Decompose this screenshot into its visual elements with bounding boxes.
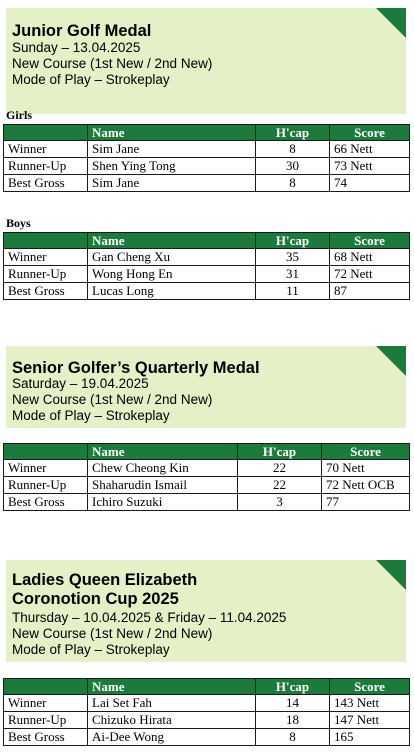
- table-header-row: [4, 233, 410, 249]
- place-cell: Winner: [4, 141, 88, 158]
- senior-banner: [6, 346, 406, 428]
- name-cell: Wong Hong En: [88, 266, 256, 283]
- senior-title: Senior Golfer’s Quarterly Medal: [12, 359, 260, 377]
- hcap-cell: 30: [256, 158, 330, 175]
- table-header-row: [4, 125, 410, 141]
- table-row: [4, 283, 410, 300]
- place-header: [4, 444, 88, 460]
- corner-flag-icon: [376, 560, 406, 590]
- ladies-course: New Course (1st New / 2nd New): [12, 626, 213, 641]
- score-cell: 147 Nett: [330, 712, 410, 729]
- place-cell: Runner-Up: [4, 477, 88, 494]
- corner-flag-icon: [376, 8, 406, 38]
- place-header: [4, 125, 88, 141]
- ladies-date: Thursday – 10.04.2025 & Friday – 11.04.2025: [12, 610, 287, 625]
- table-row: [4, 695, 410, 712]
- place-cell: Runner-Up: [4, 712, 88, 729]
- ladies-title-line2: Coronotion Cup 2025: [12, 590, 179, 608]
- name-cell: Ai-Dee Wong: [88, 729, 256, 746]
- boys-label: Boys: [6, 216, 31, 230]
- hcap-header: H'cap: [256, 125, 330, 141]
- score-cell: 72 Nett: [330, 266, 410, 283]
- score-header: Score: [330, 125, 410, 141]
- name-cell: Gan Cheng Xu: [88, 249, 256, 266]
- hcap-header: H'cap: [256, 233, 330, 249]
- place-cell: Best Gross: [4, 729, 88, 746]
- table-row: [4, 249, 410, 266]
- hcap-header: H'cap: [256, 679, 330, 695]
- table-row: [4, 266, 410, 283]
- place-cell: Best Gross: [4, 283, 88, 300]
- name-header: Name: [88, 679, 256, 695]
- ladies-results-table: [3, 678, 410, 746]
- name-cell: Chizuko Hirata: [88, 712, 256, 729]
- score-header: Score: [330, 679, 410, 695]
- score-cell: 66 Nett: [330, 141, 410, 158]
- name-cell: Sim Jane: [88, 141, 256, 158]
- place-cell: Winner: [4, 460, 88, 477]
- name-cell: Lai Set Fah: [88, 695, 256, 712]
- senior-course: New Course (1st New / 2nd New): [12, 392, 213, 407]
- hcap-cell: 14: [256, 695, 330, 712]
- table-row: [4, 460, 410, 477]
- hcap-cell: 8: [256, 729, 330, 746]
- score-header: Score: [322, 444, 410, 460]
- hcap-cell: 35: [256, 249, 330, 266]
- table-header-row: [4, 444, 410, 460]
- name-cell: Lucas Long: [88, 283, 256, 300]
- table-row: [4, 175, 410, 192]
- score-cell: 165: [330, 729, 410, 746]
- hcap-cell: 11: [256, 283, 330, 300]
- hcap-cell: 8: [256, 175, 330, 192]
- table-row: [4, 729, 410, 746]
- name-header: Name: [88, 444, 238, 460]
- table-row: [4, 477, 410, 494]
- hcap-cell: 22: [238, 460, 322, 477]
- score-cell: 74: [330, 175, 410, 192]
- junior-date: Sunday – 13.04.2025: [12, 40, 141, 55]
- junior-mode: Mode of Play – Strokeplay: [12, 72, 170, 87]
- junior-course: New Course (1st New / 2nd New): [12, 56, 213, 71]
- name-cell: Shen Ying Tong: [88, 158, 256, 175]
- hcap-cell: 22: [238, 477, 322, 494]
- hcap-cell: 3: [238, 494, 322, 511]
- hcap-header: H'cap: [238, 444, 322, 460]
- girls-results-table: [3, 124, 410, 192]
- senior-results-table: [3, 443, 410, 511]
- ladies-banner: [6, 560, 406, 662]
- hcap-cell: 31: [256, 266, 330, 283]
- score-cell: 87: [330, 283, 410, 300]
- ladies-title-line1: Ladies Queen Elizabeth: [12, 571, 198, 589]
- name-header: Name: [88, 125, 256, 141]
- senior-date: Saturday – 19.04.2025: [12, 376, 149, 391]
- table-row: [4, 141, 410, 158]
- name-cell: Shaharudin Ismail: [88, 477, 238, 494]
- place-cell: Winner: [4, 695, 88, 712]
- corner-flag-icon: [376, 346, 406, 376]
- ladies-mode: Mode of Play – Strokeplay: [12, 642, 170, 657]
- girls-label: Girls: [6, 108, 32, 122]
- junior-title: Junior Golf Medal: [12, 22, 152, 40]
- place-cell: Best Gross: [4, 494, 88, 511]
- table-row: [4, 158, 410, 175]
- score-cell: 72 Nett OCB: [322, 477, 410, 494]
- senior-mode: Mode of Play – Strokeplay: [12, 408, 170, 423]
- score-cell: 143 Nett: [330, 695, 410, 712]
- place-cell: Winner: [4, 249, 88, 266]
- score-cell: 73 Nett: [330, 158, 410, 175]
- score-cell: 70 Nett: [322, 460, 410, 477]
- place-cell: Best Gross: [4, 175, 88, 192]
- name-cell: Ichiro Suzuki: [88, 494, 238, 511]
- hcap-cell: 8: [256, 141, 330, 158]
- name-cell: Chew Cheong Kin: [88, 460, 238, 477]
- table-header-row: [4, 679, 410, 695]
- name-header: Name: [88, 233, 256, 249]
- score-cell: 77: [322, 494, 410, 511]
- place-cell: Runner-Up: [4, 158, 88, 175]
- place-header: [4, 679, 88, 695]
- table-row: [4, 494, 410, 511]
- place-cell: Runner-Up: [4, 266, 88, 283]
- score-cell: 68 Nett: [330, 249, 410, 266]
- junior-banner: [6, 8, 406, 114]
- name-cell: Sim Jane: [88, 175, 256, 192]
- score-header: Score: [330, 233, 410, 249]
- place-header: [4, 233, 88, 249]
- table-row: [4, 712, 410, 729]
- hcap-cell: 18: [256, 712, 330, 729]
- boys-results-table: [3, 232, 410, 300]
